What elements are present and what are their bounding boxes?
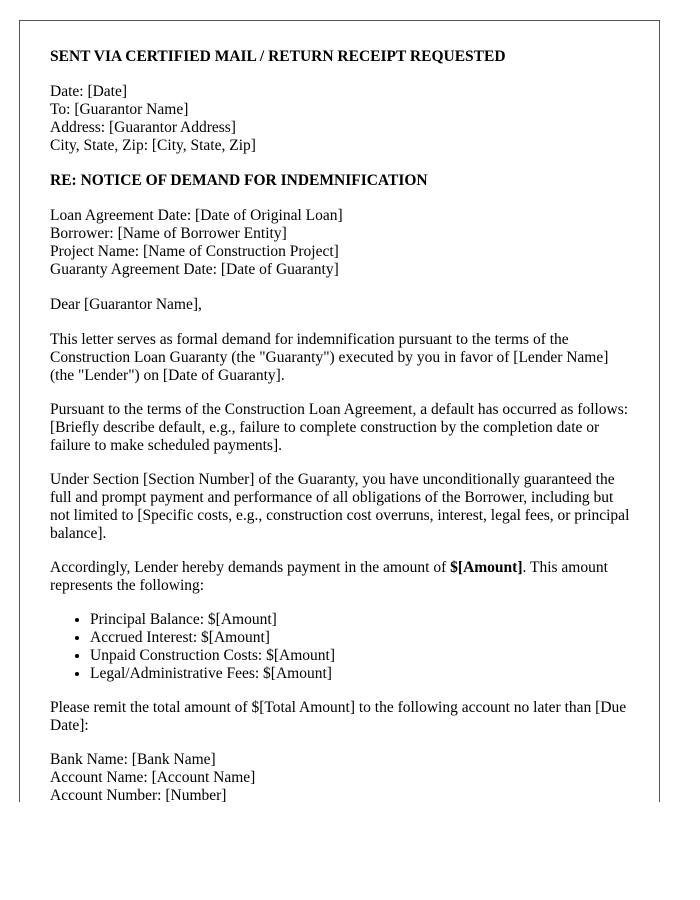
account-name-line: Account Name: [Account Name] [50,769,256,786]
paragraph-remittance-instructions: Please remit the total amount of $[Total Amount] to the following account no later than [Due Date]: [50,699,627,734]
demanded-amount: $[Amount] [450,559,523,576]
recipient-address-block [50,83,631,155]
account-number-line: Account Number: [Number] [50,787,227,802]
amount-breakdown-list [50,611,631,683]
recipient-address-line: Address: [Guarantor Address] [50,119,236,136]
borrower-line: Borrower: [Name of Borrower Entity] [50,225,287,242]
payment-demand-text-end: . This amount represents the following: [50,559,608,594]
reference-block [50,207,631,279]
letter-document [19,20,660,802]
list-item: • Principal Balance: $[Amount] [90,611,631,629]
recipient-name-line: To: [Guarantor Name] [50,101,189,118]
recipient-city-line: City, State, Zip: [City, State, Zip] [50,137,256,154]
paragraph-payment-demand [50,559,631,595]
payment-demand-text-start: Accordingly, Lender hereby demands payment in the amount of [50,559,451,576]
list-item: • Unpaid Construction Costs: $[Amount] [90,647,631,665]
date-line: Date: [Date] [50,83,128,100]
subject-line: RE: NOTICE OF DEMAND FOR INDEMNIFICATION [50,172,428,189]
paragraph-default-description: Pursuant to the terms of the Construction Loan Agreement, a default has occurred as follows: [Briefly describe default, e.g., failure to complete construction by the completion date or failure to make scheduled payments]. [50,401,629,454]
bank-name-line: Bank Name: [Bank Name] [50,751,216,768]
salutation: Dear [Guarantor Name], [50,296,202,313]
guaranty-date-line: Guaranty Agreement Date: [Date of Guaranty] [50,261,339,278]
paragraph-demand-purpose: This letter serves as formal demand for indemnification pursuant to the terms of the Construction Loan Guaranty (the "Guaranty") executed by you in favor of [Lender Name] (the "Lender") on [Date of Guaranty]. [50,331,609,384]
project-name-line: Project Name: [Name of Construction Project] [50,243,339,260]
loan-agreement-date-line: Loan Agreement Date: [Date of Original Loan] [50,207,343,224]
paragraph-guaranty-section: Under Section [Section Number] of the Guaranty, you have unconditionally guaranteed the full and prompt payment and performance of all obligations of the Borrower, including but not limited to [Specific costs, e.g., construction cost overruns, interest, legal fees, or principal balance]. [50,471,630,542]
mail-method-heading: SENT VIA CERTIFIED MAIL / RETURN RECEIPT REQUESTED [50,48,506,65]
list-item: • Accrued Interest: $[Amount] [90,629,631,647]
list-item: • Legal/Administrative Fees: $[Amount] [90,665,631,683]
bank-details-block [50,751,631,802]
